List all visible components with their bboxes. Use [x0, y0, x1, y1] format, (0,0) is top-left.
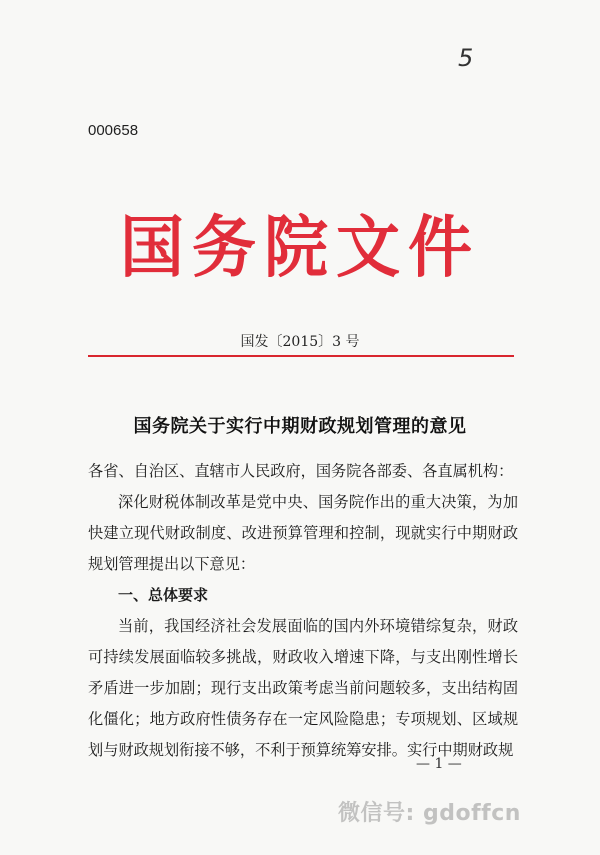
serial-number: 000658: [88, 122, 139, 139]
section-heading: 一、总体要求: [118, 586, 209, 604]
watermark-text: 微信号: gdoffcn: [338, 801, 521, 826]
document-title: 国务院关于实行中期财政规划管理的意见: [133, 416, 467, 437]
page-number: — 1 —: [416, 756, 462, 772]
addressee-line: 各省、自治区、直辖市人民政府，国务院各部委、各直属机构：: [88, 462, 514, 480]
intro-paragraph: 深化财税体制改革是党中央、国务院作出的重大决策，为加快建立现代财政制度、改进预算管理和控制，现就实行中期财政规划管理提出以下意见：: [88, 493, 518, 573]
document-number: 国发〔2015〕3 号: [240, 334, 360, 350]
handwritten-page-mark: 5: [458, 44, 474, 72]
document-masthead: 国务院文件: [120, 209, 480, 288]
document-body: [88, 456, 518, 766]
red-divider-line: [88, 355, 514, 357]
section-paragraph: 当前，我国经济社会发展面临的国内外环境错综复杂，财政可持续发展面临较多挑战，财政收入增速下降，与支出刚性增长矛盾进一步加剧；现行支出政策考虑当前问题较多，支出结构固化僵化；地方政府性债务存在一定风险隐患；专项规划、区域规划与财政规划衔接不够，不利于预算统筹安排。实行中期财政规: [88, 617, 518, 759]
